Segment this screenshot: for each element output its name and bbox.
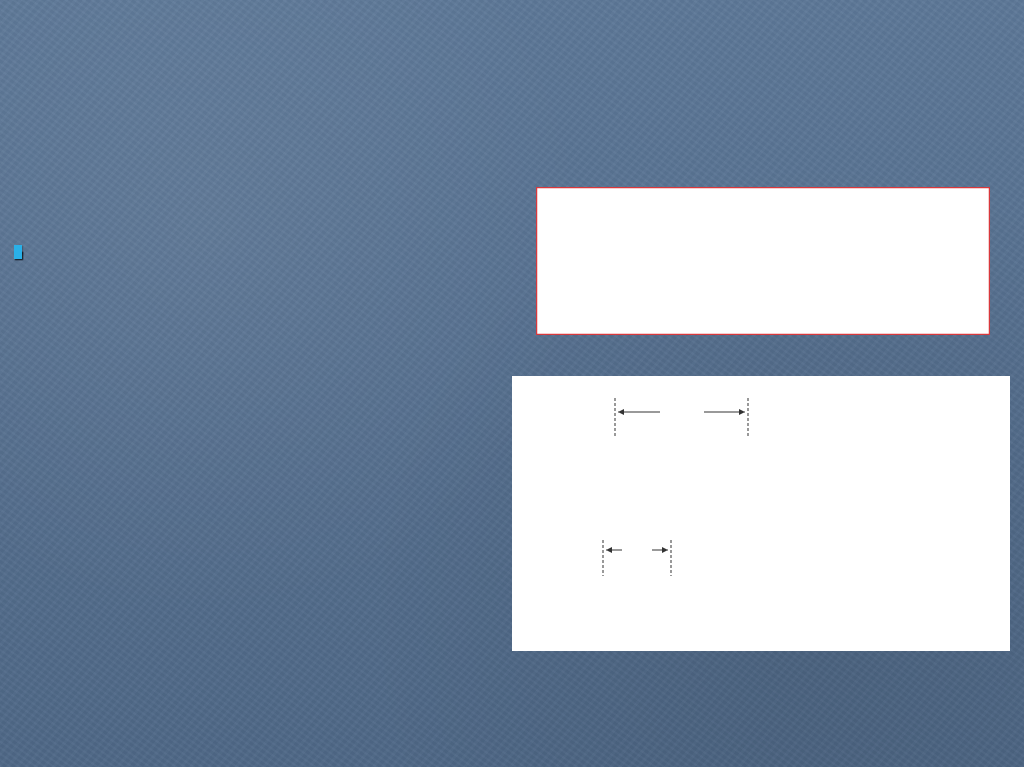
ecg-top-border xyxy=(537,188,990,335)
ecg-figure-bottom xyxy=(512,376,1010,651)
ecg-panel-b-interval-marker xyxy=(603,540,671,576)
bullet-square-icon xyxy=(14,251,22,259)
ecg-strip-top xyxy=(536,187,990,335)
ecg-top-graphic xyxy=(536,187,990,335)
ecg-bottom-graphic xyxy=(512,376,1010,651)
slide-content xyxy=(10,228,500,234)
ecg-panel-a-interval-marker xyxy=(615,398,748,436)
